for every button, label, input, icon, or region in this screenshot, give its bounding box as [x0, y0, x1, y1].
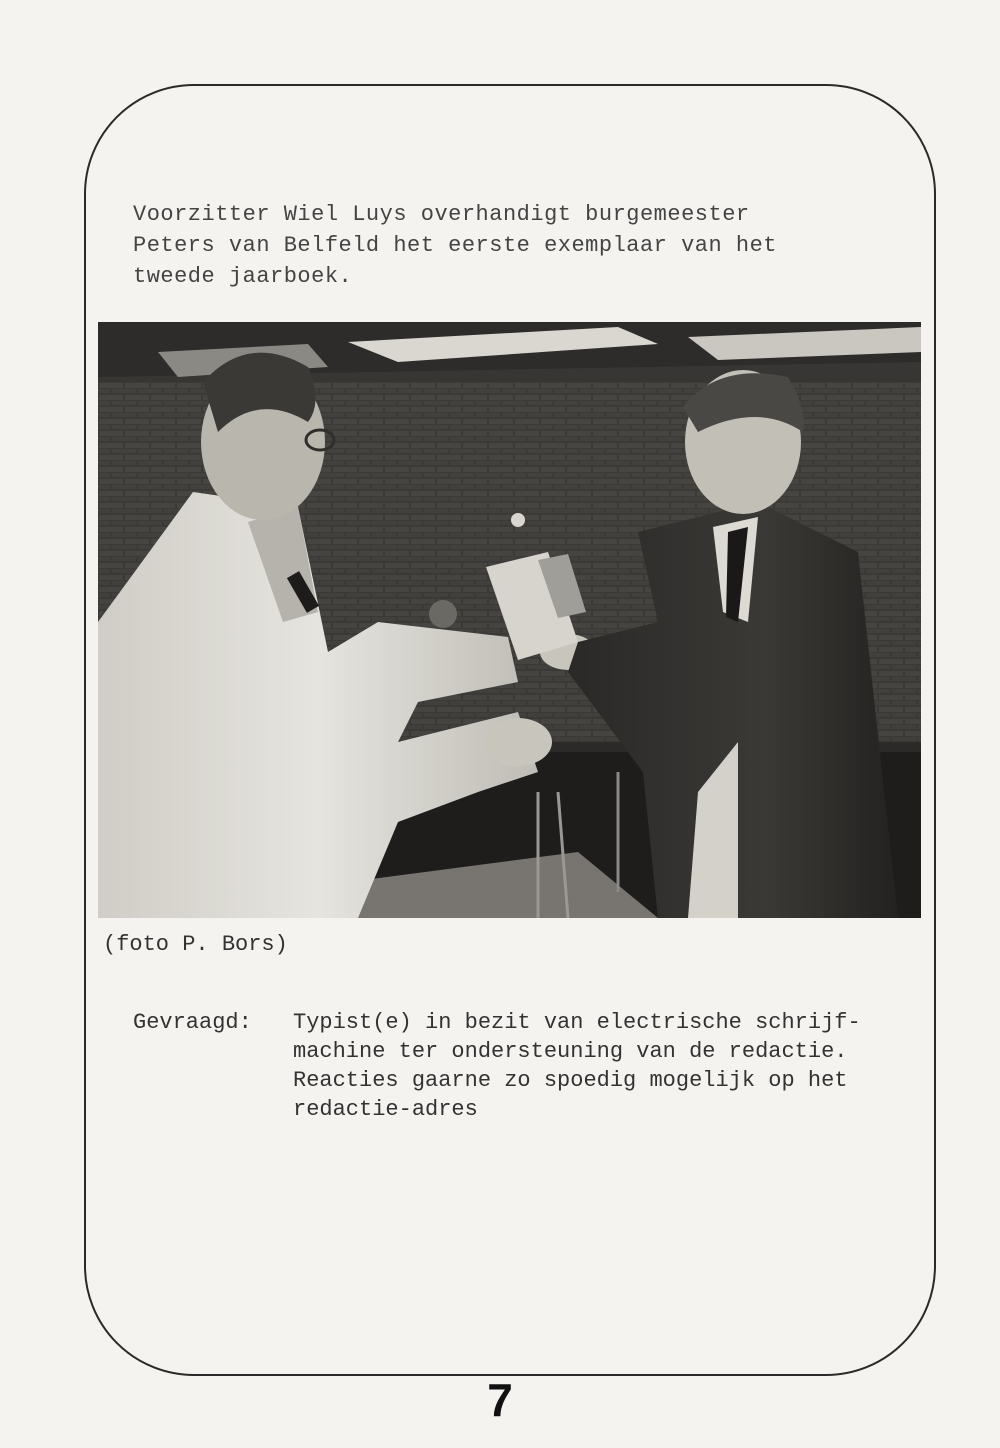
advertisement-line: Reacties gaarne zo spoedig mogelijk op het	[293, 1068, 848, 1093]
photo-credit: (foto P. Bors)	[103, 932, 288, 957]
advertisement-label: Gevraagd:	[133, 1010, 252, 1035]
advertisement-line: redactie-adres	[293, 1097, 478, 1122]
advertisement-text	[293, 1008, 923, 1124]
page-number: 7	[487, 1374, 513, 1426]
photograph	[98, 322, 921, 918]
advertisement-line: Typist(e) in bezit van electrische schrijf-	[293, 1010, 861, 1035]
advertisement-line: machine ter ondersteuning van de redactie.	[293, 1039, 848, 1064]
photo-caption: Voorzitter Wiel Luys overhandigt burgemeester Peters van Belfeld het eerste exemplaar van het tweede jaarboek.	[133, 202, 778, 289]
